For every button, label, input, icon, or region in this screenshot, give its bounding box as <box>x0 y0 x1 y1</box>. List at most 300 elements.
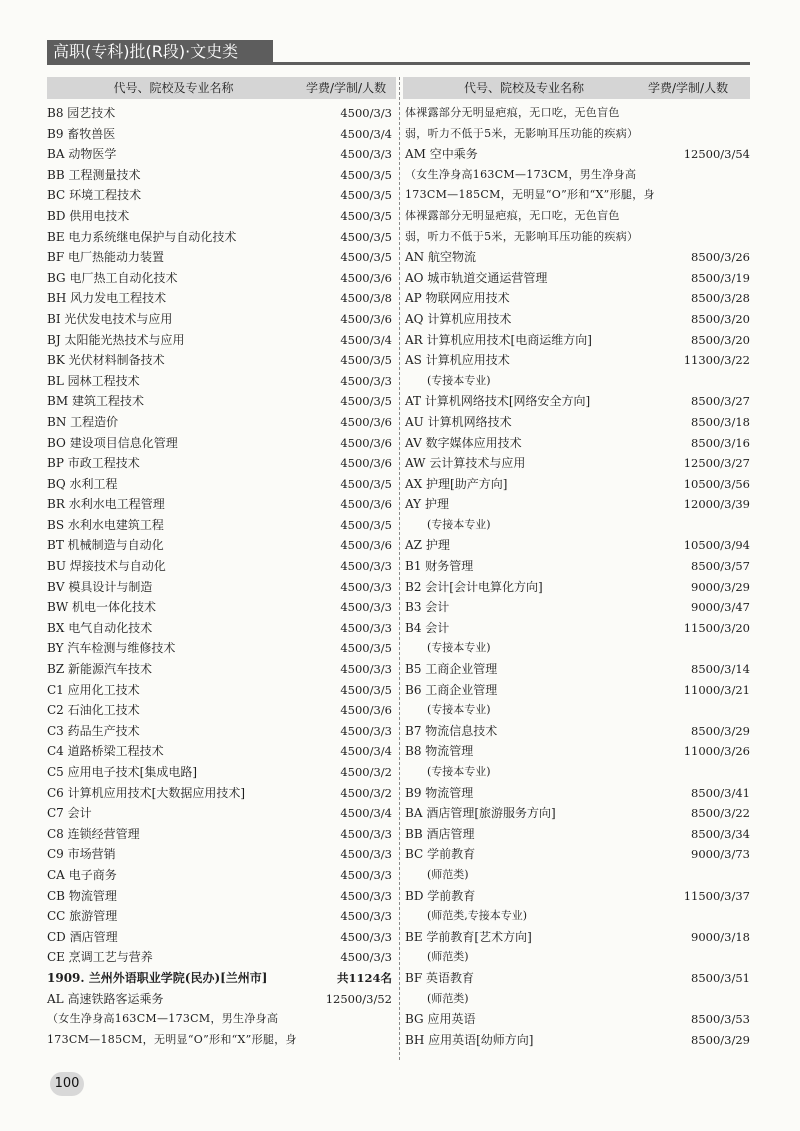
program-code: AU <box>405 414 424 429</box>
program-name: 汽车检测与维修技术 <box>67 641 176 656</box>
program-name: 工程造价 <box>70 414 119 429</box>
header-name-label: 代号、院校及专业名称 <box>463 81 584 95</box>
program-name: 工商企业管理 <box>425 662 498 677</box>
program-code: B9 <box>405 785 422 800</box>
table-row <box>405 535 750 556</box>
program-name: 水利工程 <box>69 476 118 491</box>
program-code: AZ <box>405 538 423 553</box>
program-note: 体裸露部分无明显疤痕，无口吃，无色盲色 <box>405 208 620 222</box>
table-row <box>405 659 750 680</box>
table-header-right <box>403 77 750 99</box>
program-code: BR <box>47 497 65 512</box>
program-name: 供用电技术 <box>69 208 130 223</box>
table-row <box>47 906 396 927</box>
program-name: 数字媒体应用技术 <box>425 435 522 450</box>
section-banner: 高职(专科)批(R段)·文史类 <box>47 40 273 64</box>
program-code: AN <box>405 250 425 265</box>
fee-duration-count: 8500/3/53 <box>691 1012 750 1027</box>
fee-duration-count: 8500/3/20 <box>691 332 750 347</box>
program-code: BZ <box>47 662 65 677</box>
program-code: B4 <box>405 620 422 635</box>
note-row <box>405 515 750 536</box>
program-name: 电厂热能动力装置 <box>67 250 164 265</box>
program-code: BY <box>47 641 64 656</box>
program-code: AO <box>405 270 424 285</box>
note-row <box>405 700 750 721</box>
program-code: AW <box>405 456 426 471</box>
fee-duration-count: 4500/3/5 <box>340 394 392 409</box>
table-row <box>405 577 750 598</box>
program-code: CD <box>47 929 66 944</box>
program-note: （女生净身高163CM—173CM，男生净身高 <box>405 167 637 181</box>
note-row <box>405 638 750 659</box>
fee-duration-count: 12000/3/39 <box>683 497 750 512</box>
fee-duration-count: 4500/3/3 <box>340 559 392 574</box>
program-name: 连锁经营管理 <box>67 826 140 841</box>
program-code: BF <box>405 970 423 985</box>
program-note: (师范类,专接本专业) <box>427 909 528 923</box>
program-name: 电子商务 <box>68 867 117 882</box>
program-code: CB <box>47 888 65 903</box>
right-column-list <box>405 103 750 1050</box>
fee-duration-count: 4500/3/5 <box>340 682 392 697</box>
program-code: C9 <box>47 847 64 862</box>
table-row <box>405 247 750 268</box>
program-code: BO <box>47 435 66 450</box>
fee-duration-count: 4500/3/5 <box>340 188 392 203</box>
program-name: 工商企业管理 <box>425 682 498 697</box>
program-code: AT <box>405 394 422 409</box>
program-name: 云计算技术与应用 <box>429 456 526 471</box>
program-code: C1 <box>47 682 64 697</box>
program-code: AX <box>405 476 423 491</box>
table-header-left <box>47 77 396 99</box>
table-row <box>405 886 750 907</box>
fee-duration-count: 4500/3/3 <box>340 662 392 677</box>
program-code: C6 <box>47 785 64 800</box>
table-row <box>47 721 396 742</box>
program-name: 电厂热工自动化技术 <box>69 270 178 285</box>
table-row <box>47 330 396 351</box>
fee-duration-count: 11000/3/26 <box>683 744 750 759</box>
header-fee-label: 学费/学制/人数 <box>306 81 387 95</box>
program-name: 市场营销 <box>67 847 116 862</box>
program-code: BW <box>47 600 69 615</box>
note-row <box>405 762 750 783</box>
program-name: 机械制造与自动化 <box>67 538 164 553</box>
fee-duration-count: 4500/3/5 <box>340 641 392 656</box>
table-row <box>405 741 750 762</box>
program-name: 物流管理 <box>425 785 474 800</box>
fee-duration-count: 4500/3/3 <box>340 600 392 615</box>
program-name: 高速铁路客运乘务 <box>67 991 164 1006</box>
table-row <box>47 783 396 804</box>
table-row <box>405 618 750 639</box>
program-name: 计算机应用技术[电商运维方向] <box>426 332 592 347</box>
table-row <box>405 391 750 412</box>
program-code: BX <box>47 620 65 635</box>
fee-duration-count: 4500/3/3 <box>340 847 392 862</box>
note-row <box>405 165 750 186</box>
note-row <box>405 227 750 248</box>
program-code: AP <box>405 291 422 306</box>
table-row <box>47 535 396 556</box>
fee-duration-count: 8500/3/57 <box>691 559 750 574</box>
fee-duration-count: 9000/3/47 <box>691 600 750 615</box>
program-name: 光伏发电技术与应用 <box>64 311 173 326</box>
table-row <box>405 330 750 351</box>
program-name: 旅游管理 <box>69 909 118 924</box>
table-row <box>405 144 750 165</box>
fee-duration-count: 9000/3/18 <box>691 929 750 944</box>
program-code: BC <box>405 847 424 862</box>
program-name: 水利水电工程管理 <box>68 497 165 512</box>
program-name: 工程测量技术 <box>68 167 141 182</box>
table-row <box>47 618 396 639</box>
program-name: 药品生产技术 <box>67 723 140 738</box>
table-row <box>47 577 396 598</box>
fee-duration-count: 8500/3/51 <box>691 970 750 985</box>
program-code: AS <box>405 353 422 368</box>
program-name: 道路桥梁工程技术 <box>67 744 164 759</box>
program-code: BV <box>47 579 65 594</box>
fee-duration-count: 8500/3/29 <box>691 1032 750 1047</box>
note-row <box>405 206 750 227</box>
fee-duration-count: 8500/3/22 <box>691 806 750 821</box>
fee-duration-count: 4500/3/6 <box>340 311 392 326</box>
table-row <box>47 371 396 392</box>
table-row <box>47 268 396 289</box>
program-code: BQ <box>47 476 66 491</box>
note-row <box>405 989 750 1010</box>
program-name: 园艺技术 <box>67 106 116 120</box>
program-code: B2 <box>405 579 422 594</box>
program-code: BH <box>405 1032 425 1047</box>
program-name: 学前教育 <box>427 888 476 903</box>
table-row <box>47 103 396 124</box>
table-row <box>405 968 750 989</box>
program-code: BM <box>47 394 69 409</box>
program-name: 计算机应用技术 <box>427 311 512 326</box>
program-name: 应用化工技术 <box>67 682 140 697</box>
program-name: 学前教育 <box>427 847 476 862</box>
fee-duration-count: 4500/3/3 <box>340 867 392 882</box>
program-note: (专接本专业) <box>427 765 491 778</box>
program-name: 新能源汽车技术 <box>67 662 152 677</box>
fee-duration-count: 4500/3/6 <box>340 270 392 285</box>
program-code: AY <box>405 497 422 512</box>
table-row <box>47 700 396 721</box>
table-row <box>405 412 750 433</box>
header-fee-label: 学费/学制/人数 <box>648 81 729 95</box>
program-name: 环境工程技术 <box>69 188 142 203</box>
table-row <box>405 803 750 824</box>
fee-duration-count: 9000/3/73 <box>691 847 750 862</box>
fee-duration-count: 8500/3/26 <box>691 250 750 265</box>
program-code: C8 <box>47 826 64 841</box>
fee-duration-count: 4500/3/4 <box>340 126 392 141</box>
fee-duration-count: 4500/3/3 <box>340 723 392 738</box>
program-code: BA <box>405 806 423 821</box>
program-name: 应用英语[幼师方向] <box>428 1032 534 1047</box>
fee-duration-count: 4500/3/5 <box>340 208 392 223</box>
fee-duration-count: 12500/3/27 <box>683 456 750 471</box>
table-row <box>47 680 396 701</box>
table-row <box>405 309 750 330</box>
program-name: 学前教育[艺术方向] <box>426 929 532 944</box>
program-code: 1909. <box>47 970 85 985</box>
fee-duration-count: 4500/3/2 <box>340 785 392 800</box>
fee-duration-count: 4500/3/3 <box>340 826 392 841</box>
program-name: 园林工程技术 <box>67 373 140 388</box>
table-row <box>47 185 396 206</box>
table-row <box>405 721 750 742</box>
program-name: 机电一体化技术 <box>71 600 156 615</box>
fee-duration-count: 4500/3/6 <box>340 538 392 553</box>
table-row <box>47 762 396 783</box>
fee-duration-count: 8500/3/19 <box>691 270 750 285</box>
program-name: 物流信息技术 <box>425 723 498 738</box>
fee-duration-count: 4500/3/5 <box>340 229 392 244</box>
program-name: 光伏材料制备技术 <box>68 353 165 368</box>
program-name: 会计 <box>425 620 450 635</box>
table-row <box>47 865 396 886</box>
program-code: BN <box>47 414 67 429</box>
table-row <box>47 844 396 865</box>
table-row <box>47 433 396 454</box>
fee-duration-count: 11500/3/37 <box>683 888 750 903</box>
fee-duration-count: 8500/3/34 <box>691 826 750 841</box>
program-name: 计算机应用技术[大数据应用技术] <box>67 785 246 800</box>
program-code: BJ <box>47 332 61 347</box>
fee-duration-count: 8500/3/20 <box>691 311 750 326</box>
fee-duration-count: 4500/3/5 <box>340 517 392 532</box>
fee-duration-count: 4500/3/3 <box>340 909 392 924</box>
program-name: 建设项目信息化管理 <box>69 435 178 450</box>
program-name: 物流管理 <box>68 888 117 903</box>
program-code: C3 <box>47 723 64 738</box>
table-row <box>405 1009 750 1030</box>
fee-duration-count: 8500/3/16 <box>691 435 750 450</box>
school-quota: 共1124名 <box>336 970 392 985</box>
program-name: 护理[助产方向] <box>426 476 508 491</box>
program-code: BS <box>47 517 65 532</box>
program-code: BT <box>47 538 64 553</box>
program-code: AR <box>405 332 423 347</box>
fee-duration-count: 4500/3/6 <box>340 456 392 471</box>
program-name: 财务管理 <box>425 559 474 574</box>
program-code: C7 <box>47 806 64 821</box>
fee-duration-count: 10500/3/94 <box>683 538 750 553</box>
program-name: 会计 <box>67 806 92 821</box>
program-note: 弱，听力不低于5米，无影响耳压功能的疾病） <box>405 126 639 140</box>
header-name-label: 代号、院校及专业名称 <box>113 81 234 95</box>
program-note: (专接本专业) <box>427 641 491 655</box>
program-code: BB <box>47 167 65 182</box>
fee-duration-count: 4500/3/6 <box>340 703 392 718</box>
program-code: BB <box>405 826 423 841</box>
table-row <box>47 247 396 268</box>
program-name: 会计[会计电算化方向] <box>425 579 543 594</box>
column-divider <box>399 77 400 1060</box>
fee-duration-count: 4500/3/5 <box>340 250 392 265</box>
program-code: BU <box>47 559 66 574</box>
table-row <box>405 268 750 289</box>
program-code: B5 <box>405 662 422 677</box>
program-name: 建筑工程技术 <box>71 394 144 409</box>
table-row <box>47 144 396 165</box>
program-name: 计算机网络技术 <box>427 414 512 429</box>
fee-duration-count: 4500/3/6 <box>340 435 392 450</box>
fee-duration-count: 11300/3/22 <box>683 353 750 368</box>
program-name: 畜牧兽医 <box>67 126 116 141</box>
fee-duration-count: 10500/3/56 <box>683 476 750 491</box>
table-row <box>47 309 396 330</box>
table-row <box>405 494 750 515</box>
table-row <box>47 741 396 762</box>
table-row <box>47 803 396 824</box>
fee-duration-count: 11000/3/21 <box>683 682 750 697</box>
program-note: (师范类) <box>427 991 469 1005</box>
program-name: 电气自动化技术 <box>68 620 153 635</box>
program-code: AQ <box>405 311 424 326</box>
program-code: B3 <box>405 600 422 615</box>
program-code: CC <box>47 909 66 924</box>
table-row <box>47 824 396 845</box>
fee-duration-count: 12500/3/52 <box>325 991 392 1006</box>
program-code: BD <box>47 208 66 223</box>
program-name: 市政工程技术 <box>67 456 140 471</box>
fee-duration-count: 4500/3/6 <box>340 497 392 512</box>
program-name: 航空物流 <box>428 250 477 265</box>
program-note: 173CM—185CM，无明显“O”形和“X”形腿，身 <box>47 1032 297 1046</box>
note-row <box>405 103 750 124</box>
table-row <box>405 844 750 865</box>
table-row <box>47 350 396 371</box>
program-code: BI <box>47 311 61 326</box>
note-row <box>405 906 750 927</box>
program-name: 会计 <box>425 600 450 615</box>
program-note: 173CM—185CM，无明显“O”形和“X”形腿，身 <box>405 188 655 202</box>
program-name: 烹调工艺与营养 <box>68 950 153 965</box>
program-name: 酒店管理 <box>426 826 475 841</box>
program-name: 英语教育 <box>425 970 474 985</box>
fee-duration-count: 8500/3/27 <box>691 394 750 409</box>
table-row <box>405 453 750 474</box>
program-note: (师范类) <box>427 867 469 881</box>
note-row <box>405 947 750 968</box>
note-row <box>405 124 750 145</box>
table-row <box>405 1030 750 1051</box>
table-row <box>405 927 750 948</box>
fee-duration-count: 4500/3/5 <box>340 353 392 368</box>
program-name: 模具设计与制造 <box>68 579 153 594</box>
program-name: 护理 <box>425 538 450 553</box>
program-name: 水利水电建筑工程 <box>67 517 164 532</box>
fee-duration-count: 8500/3/14 <box>691 662 750 677</box>
fee-duration-count: 4500/3/3 <box>340 373 392 388</box>
fee-duration-count: 4500/3/3 <box>340 106 392 120</box>
program-note: 弱，听力不低于5米，无影响耳压功能的疾病） <box>405 229 639 243</box>
fee-duration-count: 4500/3/3 <box>340 147 392 162</box>
program-name: 应用电子技术[集成电路] <box>67 765 198 779</box>
fee-duration-count: 4500/3/5 <box>340 476 392 491</box>
page-number: 100 <box>50 1072 84 1096</box>
fee-duration-count: 12500/3/54 <box>683 147 750 162</box>
table-row <box>47 659 396 680</box>
program-name: 酒店管理 <box>69 929 118 944</box>
fee-duration-count: 4500/3/3 <box>340 950 392 965</box>
program-code: BG <box>405 1012 424 1027</box>
fee-duration-count: 4500/3/3 <box>340 620 392 635</box>
program-code: B1 <box>405 559 422 574</box>
note-row <box>405 371 750 392</box>
program-name: 应用英语 <box>427 1012 476 1027</box>
program-note: （女生净身高163CM—173CM，男生净身高 <box>47 1012 279 1026</box>
table-row <box>47 556 396 577</box>
fee-duration-count: 4500/3/4 <box>340 332 392 347</box>
fee-duration-count: 4500/3/4 <box>340 806 392 821</box>
program-name: 计算机网络技术[网络安全方向] <box>424 394 591 409</box>
table-row <box>405 824 750 845</box>
program-code: BE <box>47 229 65 244</box>
program-code: BK <box>47 353 65 368</box>
program-code: AL <box>47 991 64 1006</box>
table-row <box>47 947 396 968</box>
program-note: (专接本专业) <box>427 517 491 531</box>
program-code: BE <box>405 929 423 944</box>
program-name: 计算机应用技术 <box>425 353 510 368</box>
table-row <box>47 288 396 309</box>
school-row <box>47 968 396 989</box>
fee-duration-count: 4500/3/3 <box>340 929 392 944</box>
program-code: BP <box>47 456 64 471</box>
program-code: BG <box>47 270 66 285</box>
program-code: C5 <box>47 765 64 779</box>
note-row <box>47 1030 396 1051</box>
table-row <box>47 886 396 907</box>
fee-duration-count: 8500/3/18 <box>691 414 750 429</box>
table-row <box>405 597 750 618</box>
table-row <box>47 227 396 248</box>
program-code: BF <box>47 250 65 265</box>
table-row <box>405 680 750 701</box>
table-row <box>47 453 396 474</box>
program-name: 电力系统继电保护与自动化技术 <box>68 229 237 244</box>
table-row <box>47 927 396 948</box>
table-row <box>47 597 396 618</box>
program-code: CE <box>47 950 65 965</box>
fee-duration-count: 8500/3/29 <box>691 723 750 738</box>
fee-duration-count: 4500/3/6 <box>340 414 392 429</box>
table-row <box>47 412 396 433</box>
table-row <box>47 124 396 145</box>
table-row <box>47 515 396 536</box>
table-row <box>47 391 396 412</box>
table-row <box>47 474 396 495</box>
program-name: 护理 <box>424 497 449 512</box>
program-code: BA <box>47 147 65 162</box>
fee-duration-count: 4500/3/4 <box>340 744 392 759</box>
program-code: AM <box>405 147 426 162</box>
program-note: (师范类) <box>427 950 469 964</box>
table-row <box>47 494 396 515</box>
note-row <box>47 1009 396 1030</box>
table-row <box>405 433 750 454</box>
school-name: 兰州外语职业学院(民办)[兰州市] <box>88 970 268 985</box>
note-row <box>405 865 750 886</box>
program-code: C4 <box>47 744 64 759</box>
